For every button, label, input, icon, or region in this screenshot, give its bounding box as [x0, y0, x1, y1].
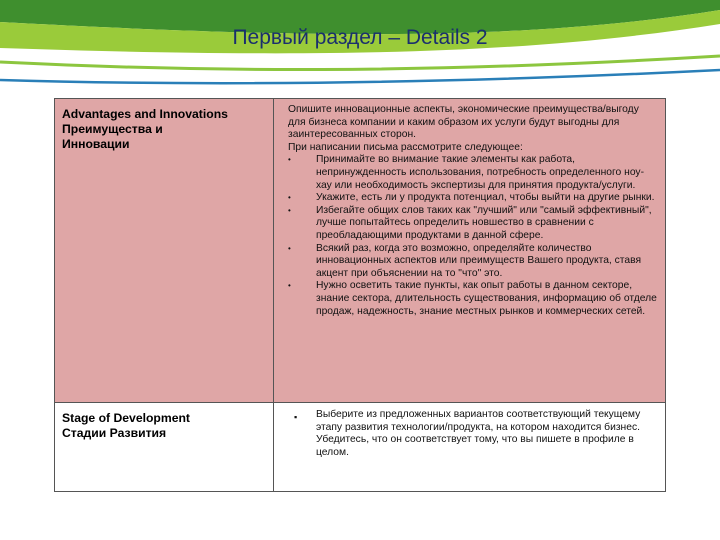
label-line: Инновации	[62, 137, 130, 151]
intro-paragraph	[288, 104, 657, 142]
slide-title: Первый раздел – Details 2	[232, 26, 488, 49]
list-item: • Нужно осветить такие пункты, как опыт работы в данном секторе, знание сектора, длительность существования, информацию об отделе продаж, надежность, знание местных рынков и коммерческих сетей.	[288, 280, 657, 318]
list-item: • Укажите, есть ли у продукта потенциал, чтобы выйти на другие рынки.	[288, 192, 657, 205]
swoosh-blue-line	[0, 70, 720, 83]
square-bullet-icon: ▪	[294, 412, 298, 422]
row-label-stage	[55, 403, 274, 492]
row-description-stage	[274, 403, 666, 492]
intro-text: Опишите инновационные аспекты, экономические преимущества/выгоду для бизнеса компании и каким образом их услуги будут выгодны для заинтересованных сторон.	[288, 104, 639, 141]
table-row	[55, 99, 666, 403]
row-description-advantages	[274, 99, 666, 403]
label-line: Advantages and Innovations	[62, 107, 228, 121]
bullet-list	[288, 154, 657, 318]
lead-text: При написании письма рассмотрите следующее:	[288, 141, 523, 153]
list-item	[288, 409, 657, 459]
row-label-advantages	[55, 99, 274, 403]
label-line: Stage of Development	[62, 411, 190, 425]
label-line: Стадии Развития	[62, 426, 167, 440]
table-row	[55, 403, 666, 492]
stage-bullet-text: Выберите из предложенных вариантов соответствующий текущему этапу развития технологии/продукта, на котором находится бизнес. Убедитесь, что он соответствует тому, что вы пишете в профиле в целом.	[316, 409, 641, 458]
label-line: Преимущества и	[62, 122, 163, 136]
list-item: • Избегайте общих слов таких как "лучший" или "самый эффективный", лучше попытайтесь определить новшество в сравнении с преобладающими продуктами в данной сфере.	[288, 205, 657, 243]
list-item: • Принимайте во внимание такие элементы как работа, непринужденность использования, потребность определенного ноу-хау или необходимость экспертизы для принятия продукта/услуги.	[288, 154, 657, 192]
details-table	[54, 98, 666, 492]
swoosh-green-line	[0, 56, 720, 70]
list-item: • Всякий раз, когда это возможно, определяйте количество инновационных аспектов или преимуществ Вашего продукта, ставя акцент при объяснении на то "что" это.	[288, 243, 657, 281]
